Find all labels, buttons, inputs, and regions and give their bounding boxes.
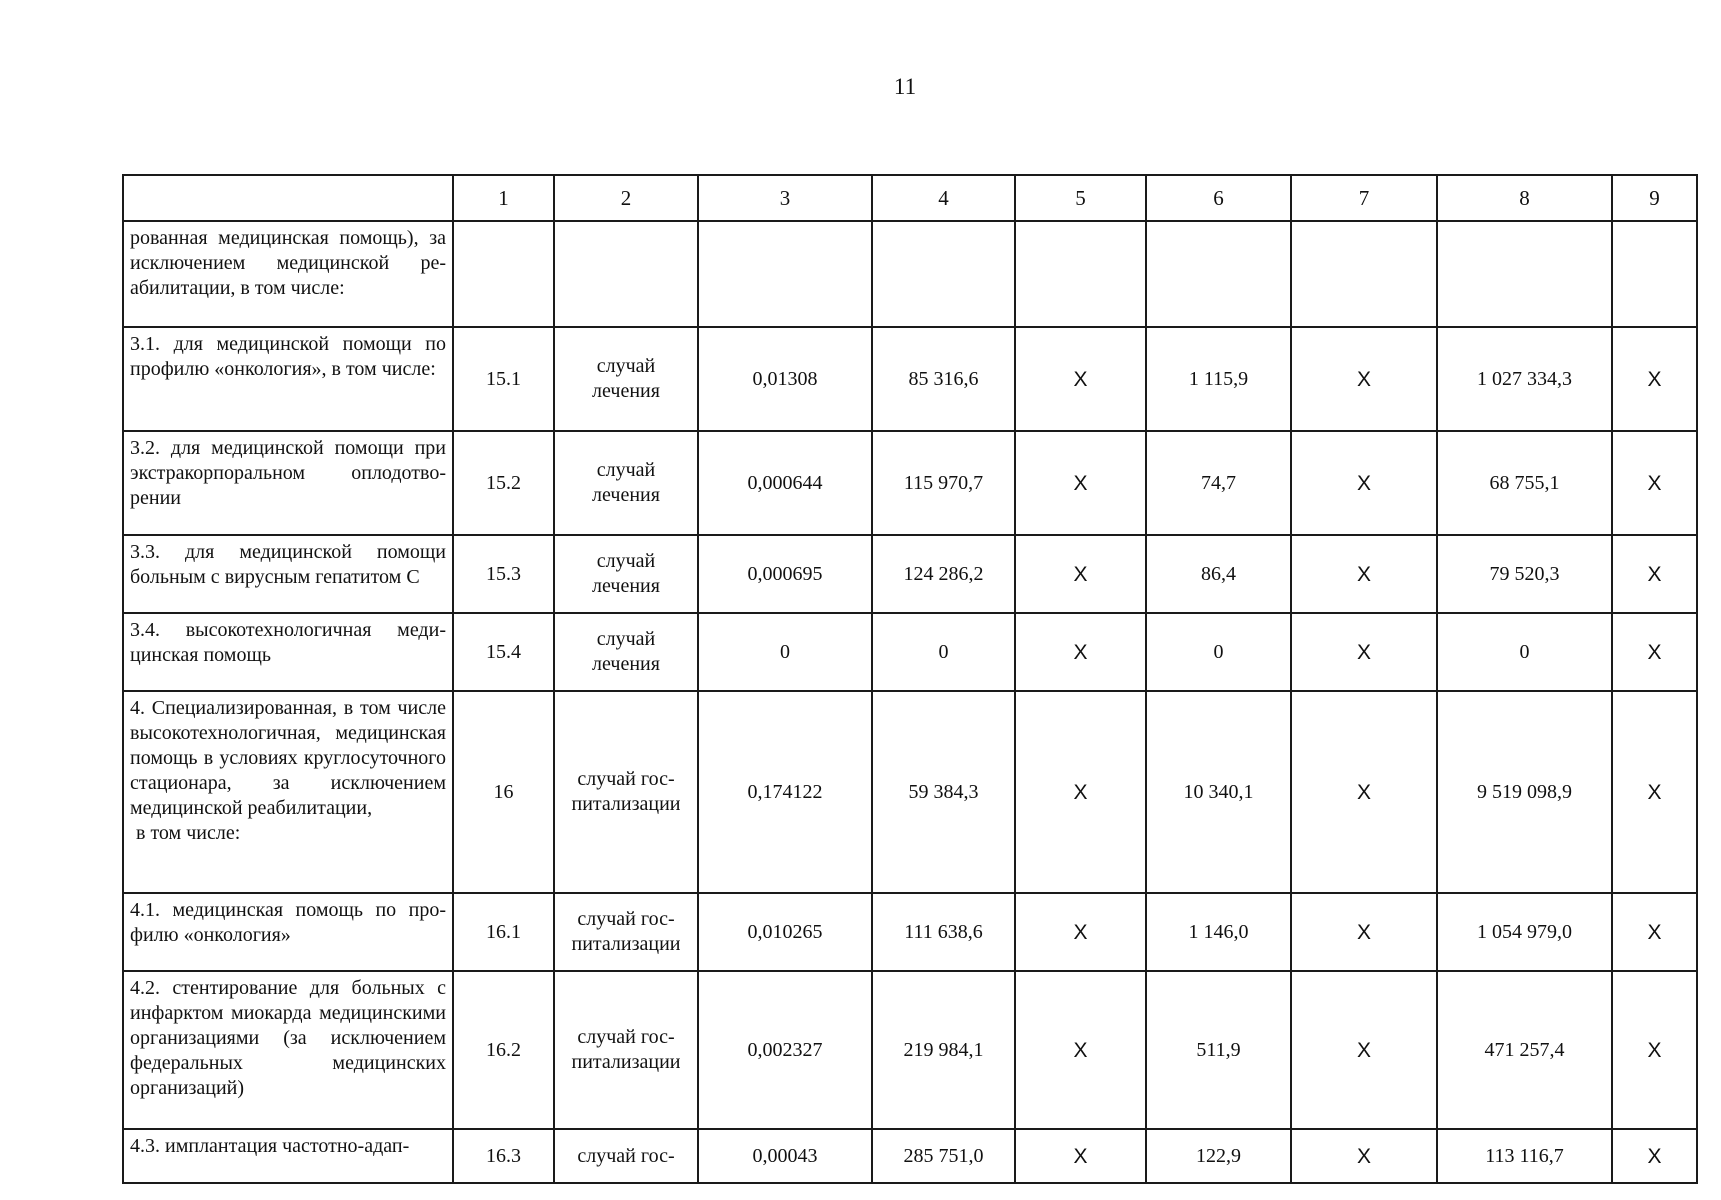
- row-x-mark: X: [1015, 971, 1146, 1129]
- row-value: 59 384,3: [872, 691, 1015, 893]
- header-cell: [123, 175, 453, 221]
- header-cell: 1: [453, 175, 554, 221]
- row-value: 0,00043: [698, 1129, 872, 1183]
- row-x-mark: X: [1291, 613, 1437, 691]
- row-unit: случай госпитализации: [554, 893, 698, 971]
- row-x-mark: X: [1612, 893, 1697, 971]
- row-value: 0,000644: [698, 431, 872, 535]
- row-description: 3.3. для медицинской помощи больным с вирусным гепатитом С: [123, 535, 453, 613]
- row-x-mark: X: [1015, 1129, 1146, 1183]
- row-value: 0,174122: [698, 691, 872, 893]
- row-code: 16: [453, 691, 554, 893]
- row-value: 0,000695: [698, 535, 872, 613]
- table-row: [123, 431, 1697, 535]
- row-value: 0: [872, 613, 1015, 691]
- row-value: 1 054 979,0: [1437, 893, 1612, 971]
- row-x-mark: X: [1612, 691, 1697, 893]
- row-value: [1291, 221, 1437, 327]
- row-x-mark: X: [1291, 431, 1437, 535]
- row-x-mark: X: [1612, 971, 1697, 1129]
- row-value: 0,002327: [698, 971, 872, 1129]
- row-description: 3.2. для медицинской помощи при экстракорпоральном оплодотворении: [123, 431, 453, 535]
- table-row: [123, 691, 1697, 893]
- row-value: 1 027 334,3: [1437, 327, 1612, 431]
- row-value: 219 984,1: [872, 971, 1015, 1129]
- row-value: [1146, 221, 1291, 327]
- row-unit: случай лечения: [554, 327, 698, 431]
- header-cell: 6: [1146, 175, 1291, 221]
- table-row: [123, 535, 1697, 613]
- row-unit: случай гос-: [554, 1129, 698, 1183]
- header-cell: 3: [698, 175, 872, 221]
- row-description: 4.1. медицинская помощь по профилю «онкология»: [123, 893, 453, 971]
- row-x-mark: X: [1291, 327, 1437, 431]
- header-cell: 2: [554, 175, 698, 221]
- row-x-mark: X: [1612, 431, 1697, 535]
- row-x-mark: X: [1291, 1129, 1437, 1183]
- row-unit: [554, 221, 698, 327]
- row-description: 4.2. стентирование для больных с инфарктом миокарда медицинскими организациями (за исключением федеральных медицинских организаций): [123, 971, 453, 1129]
- row-description-text: 4. Специализированная, в том числе высокотехнологичная, медицинская помощь в условиях круглосуточного стационара, за исключением медицинской реабилитации,: [130, 697, 446, 819]
- row-value: 122,9: [1146, 1129, 1291, 1183]
- table-row: [123, 971, 1697, 1129]
- row-value: 74,7: [1146, 431, 1291, 535]
- row-value: 285 751,0: [872, 1129, 1015, 1183]
- row-description: 3.1. для медицинской помощи по профилю «онкология», в том числе:: [123, 327, 453, 431]
- row-description: 4.3. имплантация частотно-адап-: [123, 1129, 453, 1183]
- row-value: 0,01308: [698, 327, 872, 431]
- table-row: [123, 893, 1697, 971]
- row-value: 0: [698, 613, 872, 691]
- row-code: [453, 221, 554, 327]
- row-x-mark: X: [1015, 893, 1146, 971]
- row-value: [1437, 221, 1612, 327]
- table-row: [123, 327, 1697, 431]
- row-x-mark: X: [1612, 327, 1697, 431]
- row-x-mark: X: [1612, 535, 1697, 613]
- row-code: 15.2: [453, 431, 554, 535]
- row-x-mark: X: [1291, 893, 1437, 971]
- row-value: 511,9: [1146, 971, 1291, 1129]
- table-row: [123, 613, 1697, 691]
- row-code: 16.2: [453, 971, 554, 1129]
- row-value: 471 257,4: [1437, 971, 1612, 1129]
- row-x-mark: X: [1291, 691, 1437, 893]
- row-value: 0: [1146, 613, 1291, 691]
- row-value: [1015, 221, 1146, 327]
- table-header-row: [123, 175, 1697, 221]
- header-cell: 7: [1291, 175, 1437, 221]
- row-code: 15.1: [453, 327, 554, 431]
- row-description: рованная медицинская помощь), за исключением медицинской реабилитации, в том числе:: [123, 221, 453, 327]
- row-value: 10 340,1: [1146, 691, 1291, 893]
- row-x-mark: X: [1015, 431, 1146, 535]
- row-code: 16.1: [453, 893, 554, 971]
- header-cell: 4: [872, 175, 1015, 221]
- row-unit: случай госпитализации: [554, 971, 698, 1129]
- row-value: 9 519 098,9: [1437, 691, 1612, 893]
- row-description: 3.4. высокотехнологичная медицинская помощь: [123, 613, 453, 691]
- medical-care-table: [122, 174, 1698, 1184]
- row-value: [698, 221, 872, 327]
- row-unit: случай лечения: [554, 431, 698, 535]
- row-x-mark: X: [1291, 971, 1437, 1129]
- row-value: [1612, 221, 1697, 327]
- row-description: [123, 691, 453, 893]
- row-value: [872, 221, 1015, 327]
- row-value: 68 755,1: [1437, 431, 1612, 535]
- row-x-mark: X: [1015, 535, 1146, 613]
- row-code: 15.4: [453, 613, 554, 691]
- table-row: [123, 221, 1697, 327]
- row-unit: случай лечения: [554, 535, 698, 613]
- header-cell: 9: [1612, 175, 1697, 221]
- row-x-mark: X: [1015, 613, 1146, 691]
- row-value: 111 638,6: [872, 893, 1015, 971]
- row-code: 15.3: [453, 535, 554, 613]
- row-value: 113 116,7: [1437, 1129, 1612, 1183]
- row-description-extra: в том числе:: [136, 822, 241, 844]
- row-x-mark: X: [1612, 1129, 1697, 1183]
- row-x-mark: X: [1015, 327, 1146, 431]
- row-value: 115 970,7: [872, 431, 1015, 535]
- row-x-mark: X: [1291, 535, 1437, 613]
- page-number: 11: [893, 74, 917, 99]
- row-value: 124 286,2: [872, 535, 1015, 613]
- row-value: 85 316,6: [872, 327, 1015, 431]
- row-code: 16.3: [453, 1129, 554, 1183]
- row-value: 0,010265: [698, 893, 872, 971]
- row-unit: случай госпитализации: [554, 691, 698, 893]
- row-x-mark: X: [1015, 691, 1146, 893]
- row-value: 1 115,9: [1146, 327, 1291, 431]
- row-value: 86,4: [1146, 535, 1291, 613]
- table-row: [123, 1129, 1697, 1183]
- header-cell: 5: [1015, 175, 1146, 221]
- header-cell: 8: [1437, 175, 1612, 221]
- row-unit: случай лечения: [554, 613, 698, 691]
- row-x-mark: X: [1612, 613, 1697, 691]
- row-value: 79 520,3: [1437, 535, 1612, 613]
- row-value: 1 146,0: [1146, 893, 1291, 971]
- row-value: 0: [1437, 613, 1612, 691]
